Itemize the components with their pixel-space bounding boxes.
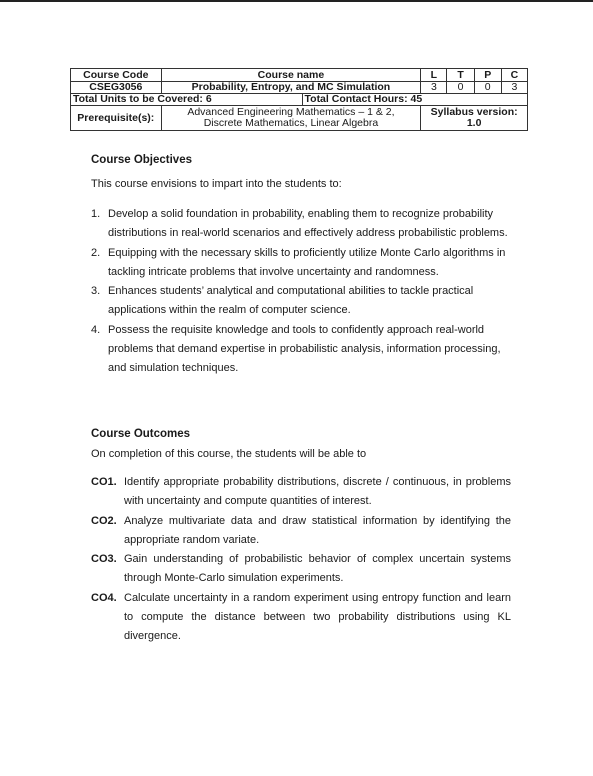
outcome-text: Identify appropriate probability distributions, discrete / continuous, in problems with uncertainty and compute quantities of interest. — [124, 476, 511, 508]
outcomes-title: Course Outcomes — [91, 428, 191, 440]
objective-number: 3. — [91, 285, 101, 298]
outcome-item — [91, 550, 511, 589]
objective-number: 4. — [91, 323, 101, 336]
objective-number: 2. — [91, 246, 101, 259]
outcome-code: CO2. — [91, 514, 117, 527]
prerequisite-line-1: Advanced Engineering Mathematics – 1 & 2, — [187, 106, 395, 118]
header-p: P — [474, 69, 501, 82]
outcome-item — [91, 473, 511, 512]
outcome-item — [91, 589, 511, 647]
prerequisite-value — [161, 106, 421, 131]
objective-number: 1. — [91, 208, 101, 220]
outcome-code: CO4. — [91, 591, 117, 604]
course-name: Probability, Entropy, and MC Simulation — [161, 82, 421, 94]
objective-item — [91, 244, 511, 283]
p-value: 0 — [474, 82, 501, 94]
outcome-item — [91, 512, 511, 551]
course-code: CSEG3056 — [71, 82, 162, 94]
objective-text: Possess the requisite knowledge and tools to confidently approach real-world problems that demand expertise in probabilistic analysis, information processing, and simulation techniques. — [108, 323, 501, 375]
syllabus-version: Syllabus version: 1.0 — [421, 106, 528, 131]
objectives-title: Course Objectives — [91, 154, 192, 166]
header-c: C — [501, 69, 527, 82]
total-hours: Total Contact Hours: 45 — [302, 94, 527, 106]
outcome-code: CO1. — [91, 476, 117, 488]
objective-item — [91, 205, 511, 244]
objectives-list — [91, 205, 511, 379]
l-value: 3 — [421, 82, 447, 94]
outcome-text: Calculate uncertainty in a random experiment using entropy function and learn to compute the distance between two probability distributions using KL divergence. — [124, 591, 511, 643]
c-value: 3 — [501, 82, 527, 94]
header-course-name: Course name — [161, 69, 421, 82]
total-units: Total Units to be Covered: 6 — [71, 94, 303, 106]
outcomes-list — [91, 473, 511, 647]
objectives-intro: This course envisions to impart into the students to: — [91, 178, 342, 190]
objective-text: Enhances students’ analytical and computational abilities to tackle practical applications within the realm of computer science. — [108, 285, 474, 317]
outcome-code: CO3. — [91, 553, 117, 566]
header-t: T — [447, 69, 474, 82]
outcome-text: Gain understanding of probabilistic behavior of complex uncertain systems through Monte-Carlo simulation experiments. — [124, 553, 511, 585]
outcome-text: Analyze multivariate data and draw statistical information by identifying the appropriate random variate. — [124, 514, 511, 546]
objective-item — [91, 321, 511, 379]
prerequisite-label: Prerequisite(s): — [71, 106, 162, 131]
objective-text: Equipping with the necessary skills to proficiently utilize Monte Carlo algorithms in tackling intricate problems that involve uncertainty and randomness. — [108, 246, 506, 278]
outcomes-intro: On completion of this course, the students will be able to — [91, 448, 367, 460]
prerequisite-line-2: Discrete Mathematics, Linear Algebra — [203, 117, 379, 129]
course-info-table — [70, 68, 528, 131]
objective-text: Develop a solid foundation in probability, enabling them to recognize probability distributions in real-world scenarios and effectively address probabilistic problems. — [108, 208, 508, 240]
header-course-code: Course Code — [71, 69, 162, 82]
objective-item — [91, 282, 511, 321]
t-value: 0 — [447, 82, 474, 94]
header-l: L — [421, 69, 447, 82]
page-top-border — [0, 0, 593, 2]
